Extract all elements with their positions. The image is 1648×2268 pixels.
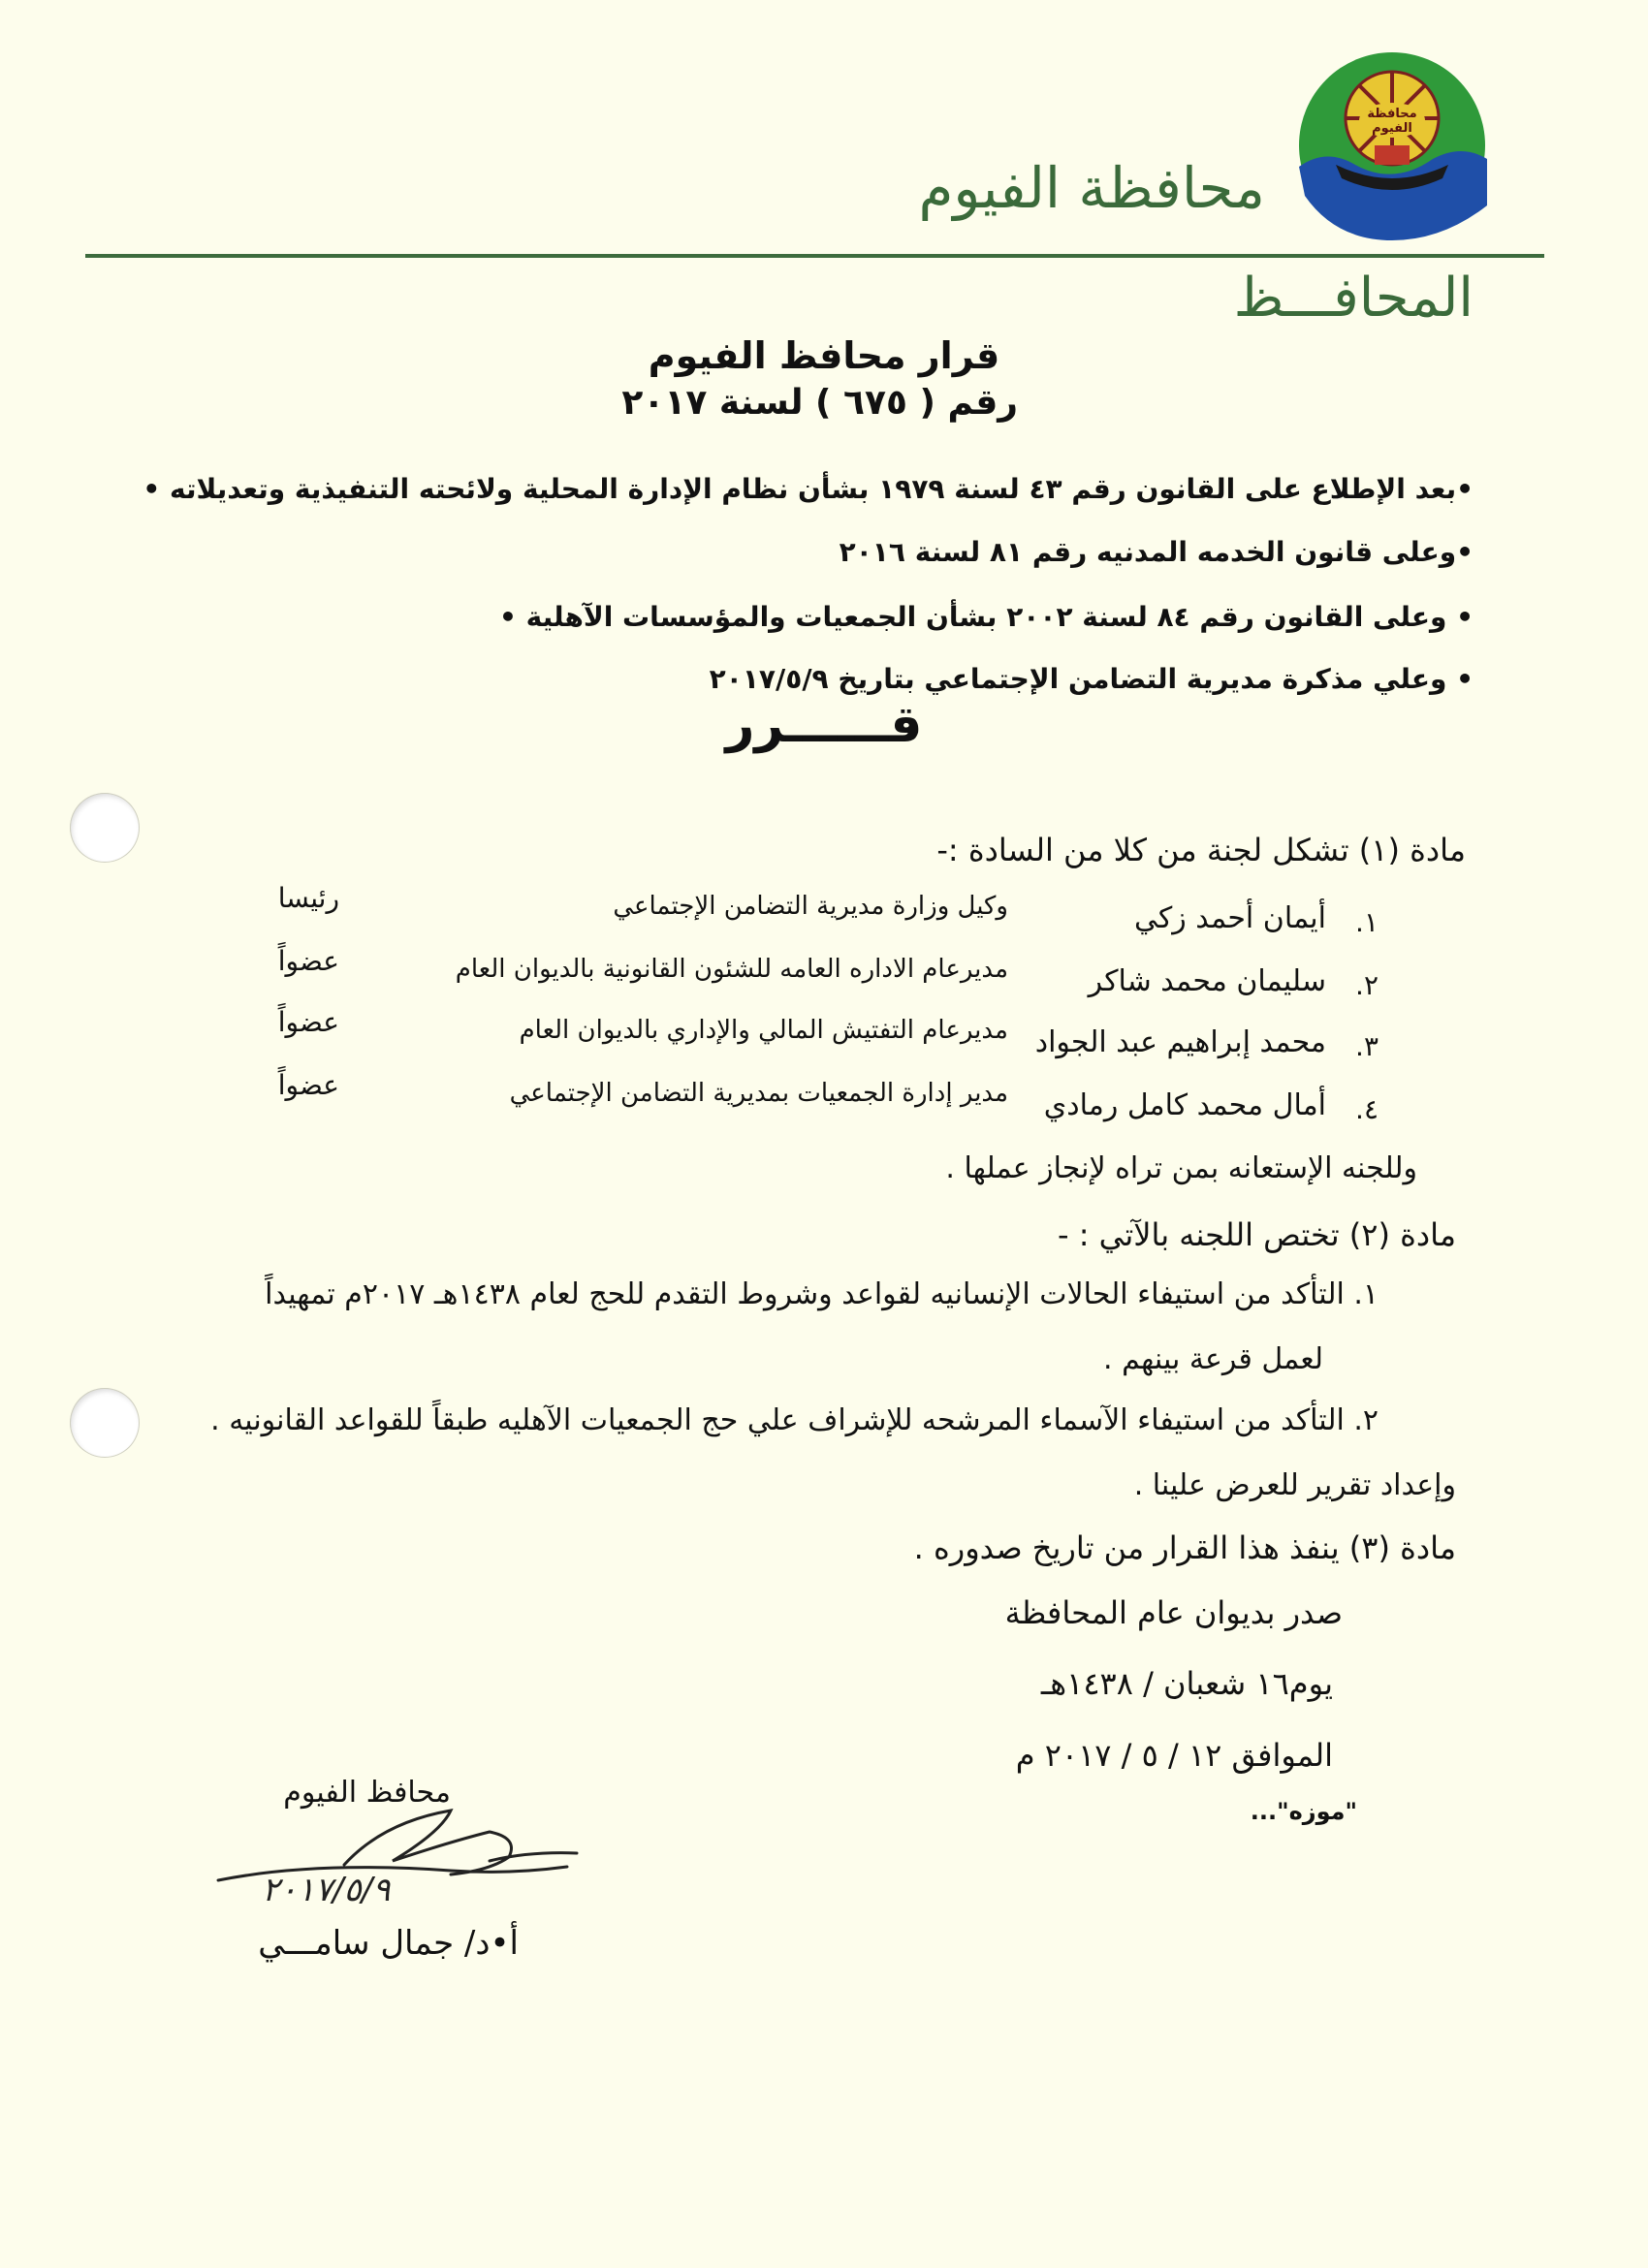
decision-title: قرار محافظ الفيوم <box>648 334 1000 377</box>
member-role: عضواً <box>277 945 339 977</box>
preamble-line: • وعلي مذكرة مديرية التضامن الإجتماعي بتاريخ ٢٠١٧/٥/٩ <box>709 663 1474 695</box>
preamble-line: •وعلى قانون الخدمه المدنيه رقم ٨١ لسنة ٢٠١٦ <box>839 536 1474 568</box>
gregorian-date: الموافق ١٢ / ٥ / ٢٠١٧ م <box>1015 1737 1333 1774</box>
member-role: رئيسا <box>277 882 339 914</box>
typist-initials: "موزه"... <box>1250 1798 1357 1825</box>
decides-heading: قــــــرر <box>725 696 923 754</box>
task-2: ٢. التأكد من استيفاء الآسماء المرشحه للإشراف علي حج الجمعيات الآهليه طبقاً للقواعد القانونيه . <box>210 1403 1379 1437</box>
header-divider <box>85 254 1544 258</box>
member-position: مديرعام التفتيش المالي والإداري بالديوان العام <box>519 1016 1008 1045</box>
binder-hole-bottom <box>70 1388 140 1458</box>
article1-heading: مادة (١) تشكل لجنة من كلا من السادة :- <box>936 832 1466 868</box>
office-title: المحافـــظ <box>1233 267 1474 330</box>
signatory-title: محافظ الفيوم <box>283 1776 451 1810</box>
member-name-text: سليمان محمد شاكر <box>1088 964 1326 998</box>
decision-number: رقم ( ٦٧٥ ) لسنة ٢٠١٧ <box>621 383 1018 423</box>
signatory-name: أ•د/ جمال سامـــي <box>258 1924 519 1963</box>
article2-heading: مادة (٢) تختص اللجنه بالآتي : - <box>1057 1216 1456 1253</box>
governorate-logo <box>1297 50 1487 240</box>
preamble-line: •بعد الإطلاع على القانون رقم ٤٣ لسنة ١٩٧٩ بشأن نظام الإدارة المحلية ولائحته التنفيذية وتعديلاته • <box>143 473 1474 505</box>
handwritten-signature <box>199 1803 606 1900</box>
hijri-date: يوم١٦ شعبان / ١٤٣٨هـ <box>1040 1665 1333 1702</box>
member-number: ٤. <box>1355 1093 1379 1125</box>
member-position: وكيل وزارة مديرية التضامن الإجتماعي <box>613 892 1008 921</box>
report-note: وإعداد تقرير للعرض علينا . <box>1133 1468 1456 1502</box>
signature-date: ٢٠١٧/٥/٩ <box>262 1871 391 1909</box>
binder-hole-top <box>70 793 140 863</box>
preamble-line: • وعلى القانون رقم ٨٤ لسنة ٢٠٠٢ بشأن الجمعيات والمؤسسات الآهلية • <box>498 601 1474 633</box>
logo-text: محافظة الفيوم <box>1367 107 1417 136</box>
member-position: مدير إدارة الجمعيات بمديرية التضامن الإجتماعي <box>509 1079 1008 1108</box>
task-1-continued: لعمل قرعة بينهم . <box>1103 1342 1323 1376</box>
task-1: ١. التأكد من استيفاء الحالات الإنسانيه لقواعد وشروط التقدم للحج لعام ١٤٣٨هـ ٢٠١٧م تمهيداً <box>265 1277 1379 1311</box>
member-number: ٢. <box>1355 969 1379 1001</box>
member-number: ١. <box>1355 906 1379 938</box>
member-name-text: محمد إبراهيم عبد الجواد <box>1034 1025 1326 1059</box>
member-name-text: أيمان أحمد زكي <box>1133 901 1326 935</box>
member-name-text: أمال محمد كامل رمادي <box>1043 1088 1326 1122</box>
member-role: عضواً <box>277 1069 339 1101</box>
governorate-name: محافظة الفيوم <box>918 155 1265 221</box>
member-position: مديرعام الاداره العامه للشئون القانونية بالديوان العام <box>455 955 1008 984</box>
member-role: عضواً <box>277 1006 339 1038</box>
member-number: ٣. <box>1355 1030 1379 1062</box>
article3-heading: مادة (٣) ينفذ هذا القرار من تاريخ صدوره . <box>913 1529 1456 1566</box>
issue-place: صدر بديوان عام المحافظة <box>1004 1594 1343 1631</box>
assist-note: وللجنه الإستعانه بمن تراه لإنجاز عملها . <box>945 1151 1417 1185</box>
